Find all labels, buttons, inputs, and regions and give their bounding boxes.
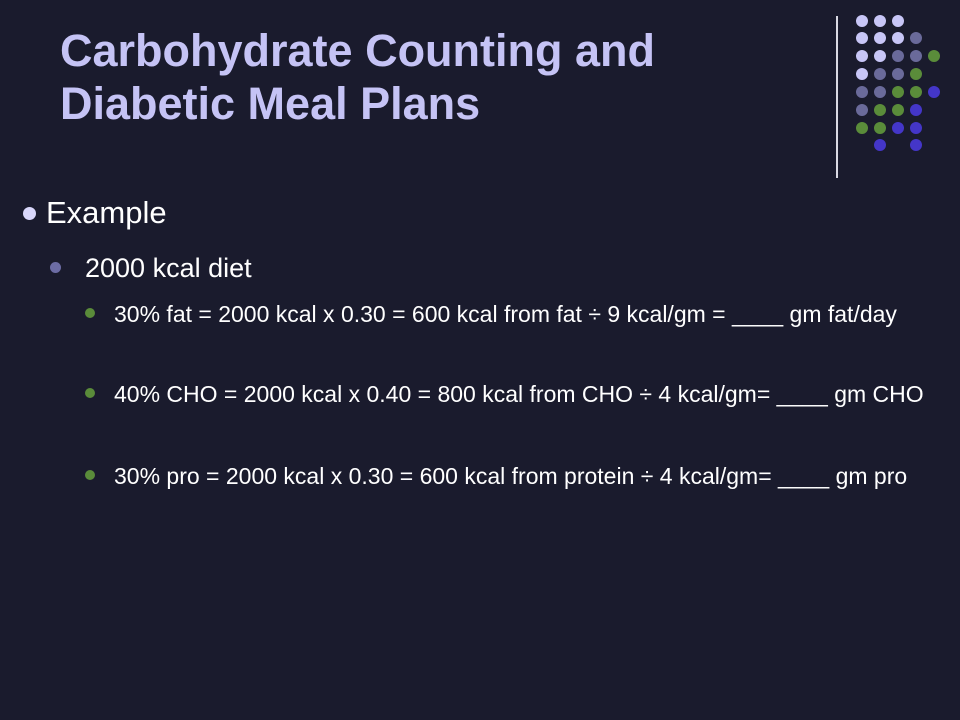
bullet-level3-fat xyxy=(114,298,934,330)
bullet-text: 30% fat = 2000 kcal x 0.30 = 600 kcal from fat ÷ 9 kcal/gm = ____ gm fat/day xyxy=(114,301,897,327)
bullet-text: 30% pro = 2000 kcal x 0.30 = 600 kcal from protein ÷ 4 kcal/gm= ____ gm pro xyxy=(114,463,908,489)
bullet-level3-cho xyxy=(114,378,934,410)
bullet-dot-icon xyxy=(85,308,95,318)
bullet-dot-icon xyxy=(23,207,36,220)
bullet-dot-icon xyxy=(85,470,95,480)
bullet-dot-icon xyxy=(50,262,61,273)
bullet-text: 2000 kcal diet xyxy=(85,253,252,283)
bullet-level3-pro xyxy=(114,460,934,492)
bullet-text: Example xyxy=(46,195,167,230)
bullet-level2-diet xyxy=(85,250,925,286)
bullet-text: 40% CHO = 2000 kcal x 0.40 = 800 kcal from CHO ÷ 4 kcal/gm= ____ gm CHO xyxy=(114,381,924,407)
bullet-dot-icon xyxy=(85,388,95,398)
slide-title: Carbohydrate Counting and Diabetic Meal Plans xyxy=(60,25,655,129)
bullet-level1-example xyxy=(46,193,926,233)
